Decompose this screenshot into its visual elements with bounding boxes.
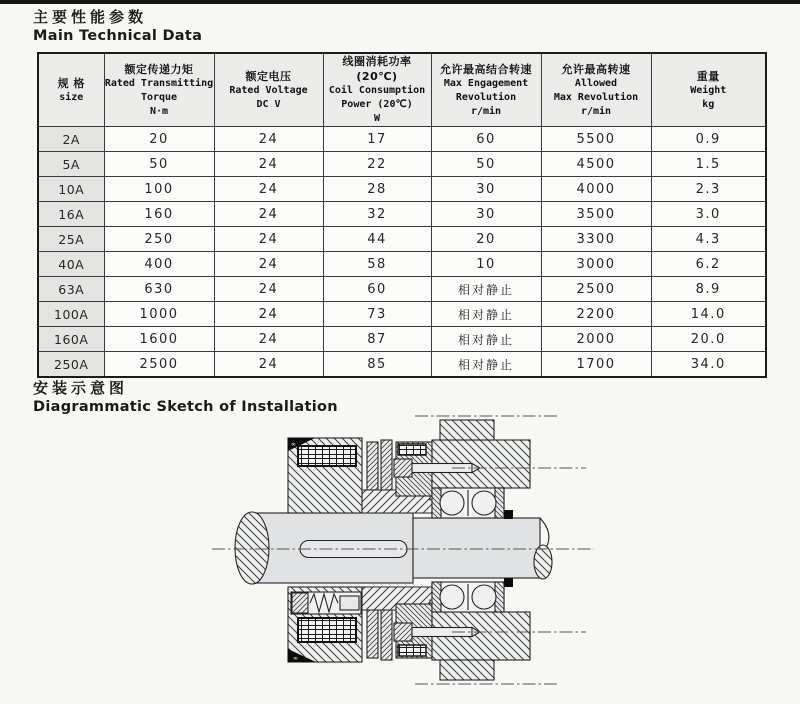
column-header-voltage (214, 53, 323, 127)
table-cell: 32 (323, 202, 431, 227)
gear-tooth-bottom (440, 660, 494, 680)
table-row (38, 177, 766, 202)
table-cell: 160 (104, 202, 214, 227)
table-cell: 1000 (104, 302, 214, 327)
header-label-zh: 允许最高转速 (561, 62, 631, 76)
table-cell: 73 (323, 302, 431, 327)
table-row (38, 352, 766, 378)
snap-ring-bottom (504, 578, 513, 587)
header-label-en: Weight (690, 84, 727, 96)
coil-housing-top (288, 438, 362, 513)
table-cell: 22 (323, 152, 431, 177)
table-body (38, 127, 766, 378)
header-label-en: Max Revolution (553, 91, 639, 103)
table-cell: 24 (214, 277, 323, 302)
table-cell: 30 (431, 202, 541, 227)
header-label-en: r/min (580, 105, 612, 117)
table-cell: 30 (431, 177, 541, 202)
table-cell: 3300 (541, 227, 651, 252)
header-label-en: kg (702, 98, 715, 110)
section2-title-en: Diagrammatic Sketch of Installation (33, 399, 338, 415)
table-cell: 相对静止 (431, 352, 541, 378)
table-row (38, 152, 766, 177)
installation-diagram (0, 400, 800, 700)
table-row (38, 202, 766, 227)
table-cell: 0.9 (651, 127, 766, 152)
table-cell: 1.5 (651, 152, 766, 177)
top-rule (0, 0, 800, 4)
table-cell: 60 (323, 277, 431, 302)
header-label-en: Rated Transmitting (104, 77, 214, 89)
shaft-break-left (235, 512, 269, 584)
table-cell: 4000 (541, 177, 651, 202)
table-cell: 60 (431, 127, 541, 152)
table-cell: 14.0 (651, 302, 766, 327)
table-cell: 2500 (104, 352, 214, 378)
cell-size: 63A (38, 277, 104, 302)
table-cell: 100 (104, 177, 214, 202)
table-cell: 24 (214, 152, 323, 177)
header-label-en: Coil Consumption (328, 85, 426, 96)
table-cell: 400 (104, 252, 214, 277)
table-cell: 24 (214, 227, 323, 252)
ball-bearing-top (432, 488, 504, 518)
cell-size: 250A (38, 352, 104, 378)
table-cell: 17 (323, 127, 431, 152)
cell-size: 100A (38, 302, 104, 327)
pilot-bearing-top (398, 444, 426, 455)
header-label-en: Power (20℃) (341, 99, 413, 110)
table-cell: 28 (323, 177, 431, 202)
header-label-en: N·m (149, 105, 169, 117)
cell-size: 25A (38, 227, 104, 252)
table-row (38, 252, 766, 277)
table-cell: 44 (323, 227, 431, 252)
table-header (38, 53, 766, 127)
table-cell: 85 (323, 352, 431, 378)
table-row (38, 277, 766, 302)
table-cell: 4.3 (651, 227, 766, 252)
table-row (38, 127, 766, 152)
table-row (38, 327, 766, 352)
snap-ring-top (504, 510, 513, 519)
column-header-torque (104, 53, 214, 127)
pilot-bearing-bottom (398, 645, 426, 656)
header-label-zh: 允许最高结合转速 (440, 62, 532, 76)
table-cell: 630 (104, 277, 214, 302)
table-cell: 相对静止 (431, 302, 541, 327)
coil-winding-top (298, 446, 356, 466)
header-label-en: Revolution (455, 91, 517, 103)
section-technical-data (33, 9, 202, 44)
technical-data-table (37, 52, 767, 378)
cell-size: 160A (38, 327, 104, 352)
adjust-screw (292, 593, 308, 613)
cell-size: 16A (38, 202, 104, 227)
table-cell: 相对静止 (431, 277, 541, 302)
header-label-en: DC V (256, 98, 281, 110)
column-header-power (323, 53, 431, 127)
cell-size: 10A (38, 177, 104, 202)
header-label-zh: 额定传递力矩 (124, 62, 194, 76)
table-cell: 250 (104, 227, 214, 252)
ball-bearing-bottom (432, 582, 504, 612)
finish-mark-label: ∞ (291, 441, 296, 448)
column-header-max_rev (541, 53, 651, 127)
header-label-zh: 额定电压 (245, 69, 292, 83)
table-cell: 5500 (541, 127, 651, 152)
table-cell: 24 (214, 177, 323, 202)
table-cell: 20 (104, 127, 214, 152)
table-cell: 20 (431, 227, 541, 252)
table-row (38, 302, 766, 327)
table-cell: 1600 (104, 327, 214, 352)
header-label-en: Torque (140, 91, 178, 103)
shaft-break-right (534, 545, 552, 579)
header-label-en: r/min (470, 105, 502, 117)
table-cell: 87 (323, 327, 431, 352)
table-cell: 6.2 (651, 252, 766, 277)
table-cell: 1700 (541, 352, 651, 378)
shaft (235, 512, 552, 584)
table-cell: 3500 (541, 202, 651, 227)
header-label-en: Rated Voltage (229, 84, 308, 96)
header-label-zh: 线圈消耗功率(20℃) (342, 55, 412, 83)
table-cell: 2.3 (651, 177, 766, 202)
header-label-en: size (59, 91, 84, 103)
header-label-zh: 重量 (696, 69, 720, 83)
table-cell: 50 (431, 152, 541, 177)
table-cell: 24 (214, 327, 323, 352)
table-cell: 24 (214, 302, 323, 327)
table-cell: 24 (214, 252, 323, 277)
section1-title-en: Main Technical Data (33, 28, 203, 44)
table-cell: 10 (431, 252, 541, 277)
table-cell: 24 (214, 352, 323, 378)
header-label-zh: 规 格 (57, 76, 85, 90)
table-cell: 2200 (541, 302, 651, 327)
table-cell: 24 (214, 202, 323, 227)
table-cell: 相对静止 (431, 327, 541, 352)
header-label-en: W (373, 113, 381, 124)
section2-title-zh: 安装示意图 (33, 379, 129, 397)
cell-size: 2A (38, 127, 104, 152)
table-cell: 4500 (541, 152, 651, 177)
cell-size: 5A (38, 152, 104, 177)
table-cell: 2000 (541, 327, 651, 352)
section1-title-zh: 主要性能参数 (33, 8, 148, 26)
table-cell: 58 (323, 252, 431, 277)
cell-size: 40A (38, 252, 104, 277)
table-cell: 34.0 (651, 352, 766, 378)
finish-mark-label: ∞ (293, 655, 298, 662)
header-label-en: Max Engagement (443, 77, 529, 89)
coil-winding-bottom (298, 618, 356, 642)
column-header-size (38, 53, 104, 127)
coil-housing-bottom (288, 587, 362, 662)
table-cell: 24 (214, 127, 323, 152)
column-header-engagement (431, 53, 541, 127)
table-cell: 20.0 (651, 327, 766, 352)
table-row (38, 227, 766, 252)
table-cell: 2500 (541, 277, 651, 302)
table-cell: 50 (104, 152, 214, 177)
table-cell: 3.0 (651, 202, 766, 227)
gear-tooth-top (440, 420, 494, 440)
table-cell: 8.9 (651, 277, 766, 302)
clutch-cross-section-drawing (0, 400, 800, 700)
column-header-weight (651, 53, 766, 127)
header-label-en: Allowed (574, 77, 618, 89)
table-cell: 3000 (541, 252, 651, 277)
